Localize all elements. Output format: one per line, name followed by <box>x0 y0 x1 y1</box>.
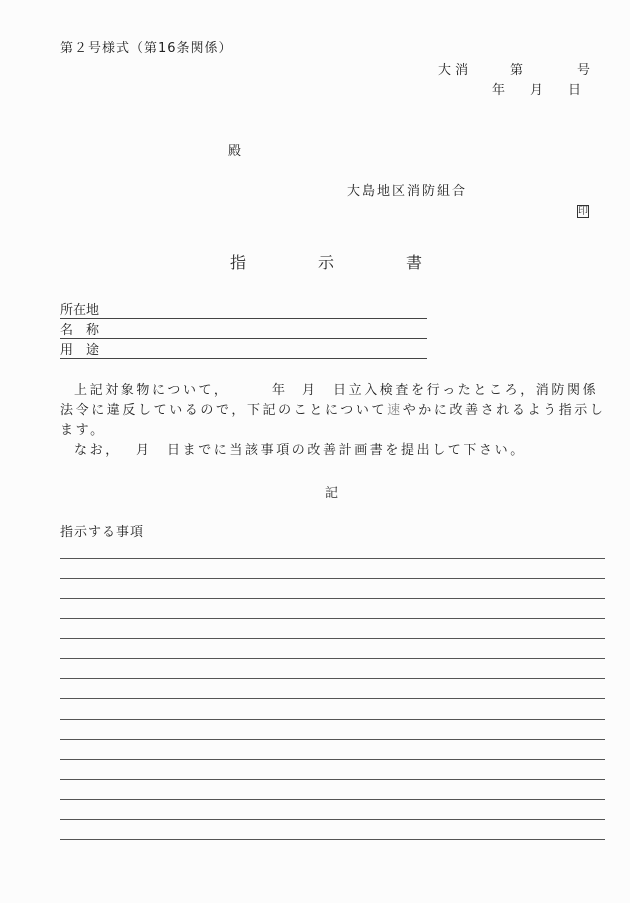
body-line-2b: やかに改善されるよう指示し <box>402 403 606 418</box>
record-mark: 記 <box>325 486 339 501</box>
instruction-line[interactable] <box>60 839 605 840</box>
title-char-3: 書 <box>406 253 423 272</box>
instruction-line[interactable] <box>60 678 605 679</box>
instruction-line[interactable] <box>60 618 605 619</box>
body-line-2a: 法令に違反しているので，下記のことについて <box>60 403 388 418</box>
form-number: 第２号様式（第16条関係） <box>60 41 233 56</box>
body-line-2-highlight: 速 <box>387 403 403 418</box>
field-location[interactable] <box>60 300 427 319</box>
body-line-1-month: 月 <box>302 383 318 398</box>
body-line-4-month: 月 <box>136 443 152 458</box>
instruction-line[interactable] <box>60 658 605 659</box>
instruction-line[interactable] <box>60 759 605 760</box>
instruction-line[interactable] <box>60 799 605 800</box>
instruction-line[interactable] <box>60 698 605 699</box>
title-char-2: 示 <box>318 253 335 272</box>
reference-go: 号 <box>577 63 591 78</box>
items-heading: 指示する事項 <box>60 525 145 540</box>
reference-prefix: 大 消 <box>438 63 469 78</box>
issuer-name: 大島地区消防組合 <box>347 184 468 199</box>
body-line-4b: 日までに当該事項の改善計画書を提出して下さい。 <box>167 443 526 458</box>
title-char-1: 指 <box>230 253 247 272</box>
reference-dai: 第 <box>510 63 524 78</box>
instruction-line[interactable] <box>60 779 605 780</box>
date-day: 日 <box>568 83 582 98</box>
body-line-1a: 上記対象物について， <box>74 383 230 398</box>
field-name-label: 名 称 <box>60 323 100 338</box>
field-usage-label: 用 途 <box>60 343 100 358</box>
instruction-line[interactable] <box>60 719 605 720</box>
field-usage[interactable] <box>60 340 427 359</box>
date-month: 月 <box>530 83 544 98</box>
instruction-line[interactable] <box>60 638 605 639</box>
body-line-4a: なお， <box>74 443 121 458</box>
instruction-line[interactable] <box>60 598 605 599</box>
body-line-1b: 日立入検査を行ったところ，消防関係 <box>333 383 599 398</box>
body-line-1-year: 年 <box>272 383 288 398</box>
instruction-line[interactable] <box>60 578 605 579</box>
addressee-honorific: 殿 <box>228 144 242 159</box>
field-location-label: 所在地 <box>60 303 100 318</box>
field-name[interactable] <box>60 320 427 339</box>
date-year: 年 <box>492 83 506 98</box>
seal-icon: 印 <box>578 205 588 217</box>
body-line-2 <box>60 404 606 417</box>
instruction-line[interactable] <box>60 819 605 820</box>
instruction-line[interactable] <box>60 558 605 559</box>
body-line-3: ます。 <box>60 423 106 438</box>
instruction-line[interactable] <box>60 739 605 740</box>
